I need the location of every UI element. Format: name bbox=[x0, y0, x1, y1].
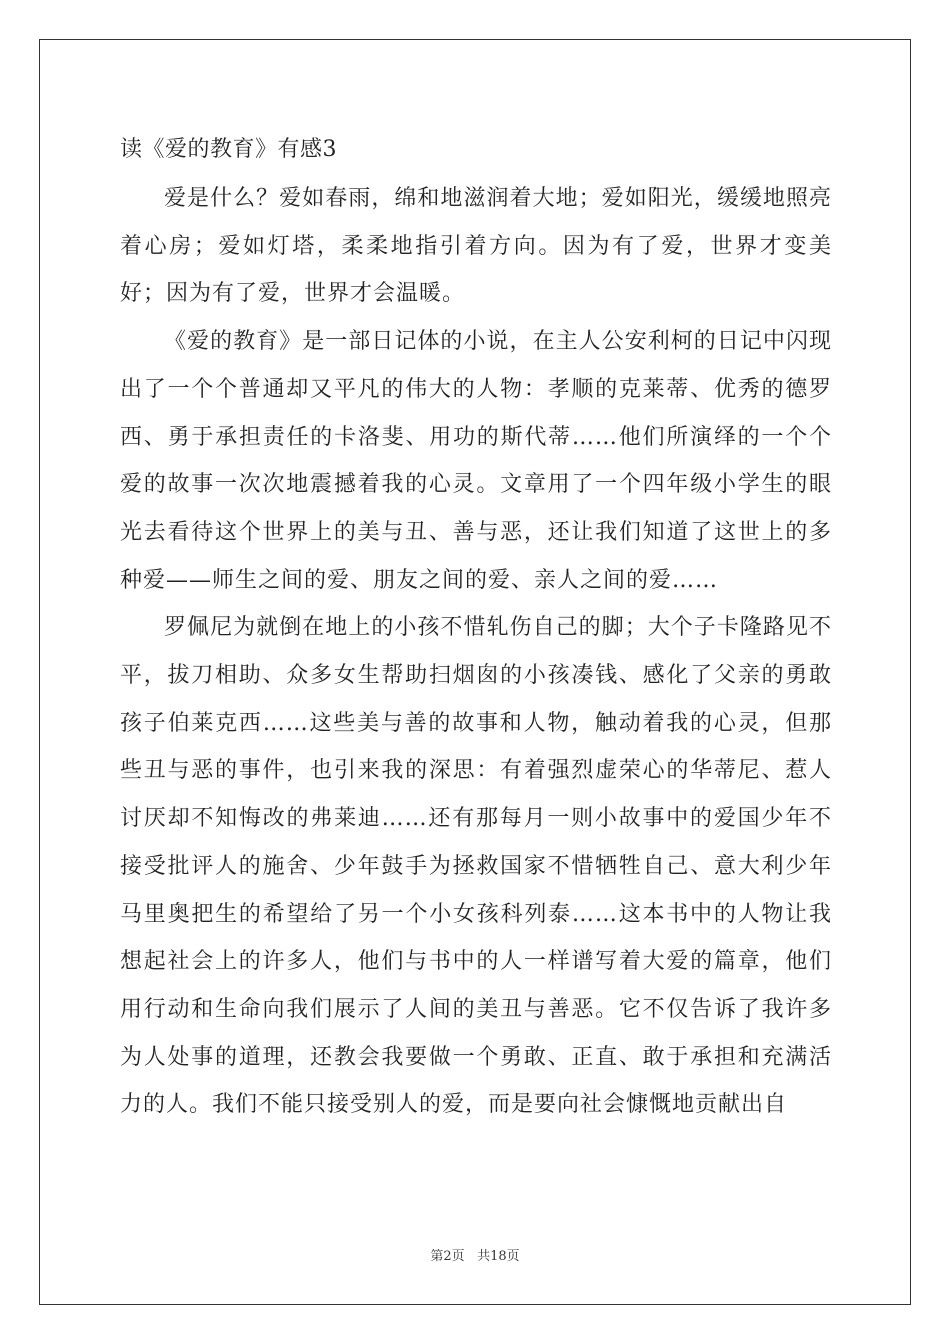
page-footer bbox=[0, 1245, 950, 1264]
document-title: 读《爱的教育》有感3 bbox=[120, 137, 337, 162]
page-total: 共18页 bbox=[477, 1249, 520, 1264]
document-body bbox=[120, 128, 832, 1129]
paragraph-2: 《爱的教育》是一部日记体的小说，在主人公安利柯的日记中闪现出了一个个普通却又平凡的伟大的人物：孝顺的克莱蒂、优秀的德罗西、勇于承担责任的卡洛斐、用功的斯代蒂……他们所演绎的一个个爱的故事一次次地震撼着我的心灵。文章用了一个四年级小学生的眼光去看待这个世界上的美与丑、善与恶，还让我们知道了这世上的多种爱——师生之间的爱、朋友之间的爱、亲人之间的爱…… bbox=[120, 329, 832, 593]
paragraph-1: 爱是什么？爱如春雨，绵和地滋润着大地；爱如阳光，缓缓地照亮着心房；爱如灯塔，柔柔地指引着方向。因为有了爱，世界才变美好；因为有了爱，世界才会温暖。 bbox=[120, 186, 832, 307]
paragraph-3: 罗佩尼为就倒在地上的小孩不惜轧伤自己的脚；大个子卡隆路见不平，拔刀相助、众多女生帮助扫烟囱的小孩凑钱、感化了父亲的勇敢孩子伯莱克西……这些美与善的故事和人物，触动着我的心灵，但那些丑与恶的事件，也引来我的深思：有着强烈虚荣心的华蒂尼、惹人讨厌却不知悔改的弗莱迪……还有那每月一则小故事中的爱国少年不接受批评人的施舍、少年鼓手为拯救国家不惜牺牲自己、意大利少年马里奥把生的希望给了另一个小女孩科列泰……这本书中的人物让我想起社会上的许多人，他们与书中的人一样谱写着大爱的篇章，他们用行动和生命向我们展示了人间的美丑与善恶。它不仅告诉了我许多为人处事的道理，还教会我要做一个勇敢、正直、敢于承担和充满活力的人。我们不能只接受别人的爱，而是要向社会慷慨地贡献出自 bbox=[120, 615, 832, 1118]
page-number: 第2页 bbox=[430, 1249, 465, 1264]
